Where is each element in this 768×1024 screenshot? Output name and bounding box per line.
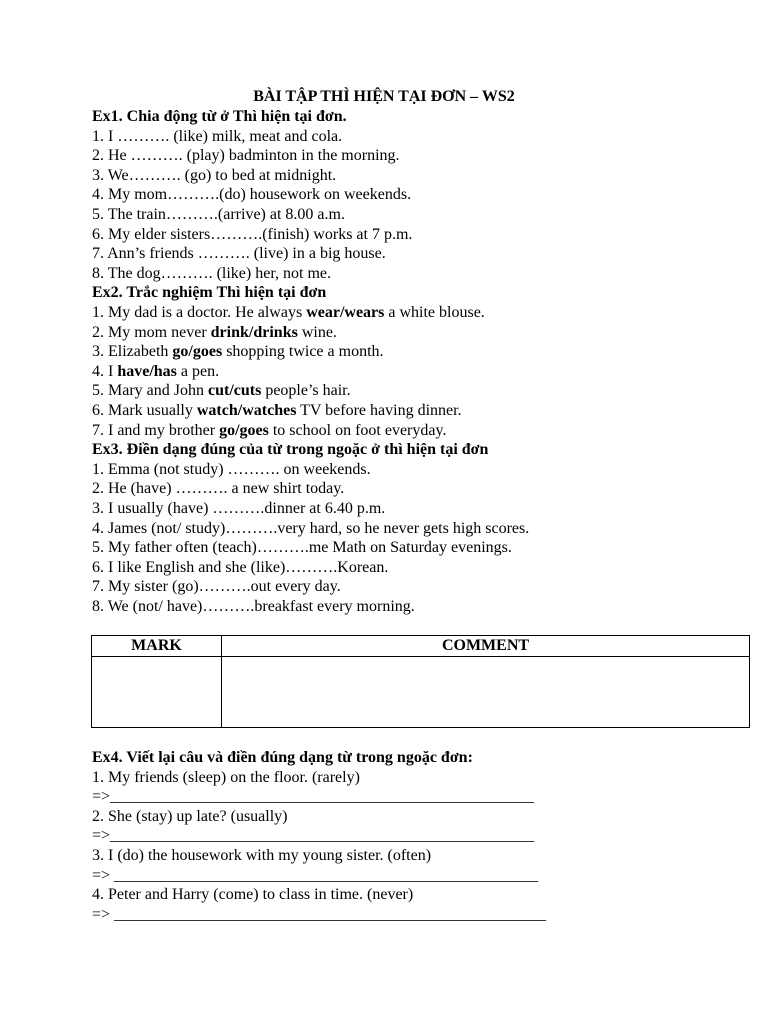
grading-table-body-row [92,657,750,728]
comment-cell[interactable] [222,657,750,728]
exercise-2 [92,283,712,440]
exercise-1-item: 8. The dog………. (like) her, not me. [92,264,332,282]
exercise-4-question: 3. I (do) the housework with my young sister. (often) [92,846,432,864]
question-text: 6. Mark usually [92,401,197,419]
exercise-3-item: 2. He (have) ………. a new shirt today. [92,480,345,498]
question-text: 3. Elizabeth [92,343,173,361]
exercise-4-answer-line[interactable]: =>_____________________________________________________ [92,827,535,845]
mark-cell[interactable] [92,657,222,728]
question-text: a pen. [176,362,220,380]
question-text: people’s hair. [261,382,351,400]
question-text: to school on foot everyday. [268,421,447,439]
exercise-1-item: 2. He ………. (play) badminton in the morning. [92,147,400,165]
exercise-3-item: 5. My father often (teach)……….me Math on Saturday evenings. [92,539,512,557]
exercise-2-item [92,342,712,362]
exercise-4 [92,748,712,924]
exercise-2-heading: Ex2. Trắc nghiệm Thì hiện tại đơn [92,284,327,302]
exercise-1-item: 7. Ann’s friends ………. (live) in a big house. [92,245,386,263]
question-text: TV before having dinner. [296,401,462,419]
exercise-4-answer-line[interactable]: => _____________________________________________________ [92,866,539,884]
answer-choice: have/has [117,362,177,380]
exercise-3-heading: Ex3. Điền dạng đúng của từ trong ngoặc ở thì hiện tại đơn [92,441,489,459]
exercise-3 [92,440,712,616]
exercise-1-item: 6. My elder sisters……….(finish) works at 7 p.m. [92,225,413,243]
exercise-4-question: 2. She (stay) up late? (usually) [92,807,288,825]
exercise-3-item: 8. We (not/ have)……….breakfast every morning. [92,597,415,615]
question-text: 1. My dad is a doctor. He always [92,303,307,321]
exercise-2-item [92,323,712,343]
comment-header: COMMENT [222,636,750,657]
worksheet-title: BÀI TẬP THÌ HIỆN TẠI ĐƠN – WS2 [253,88,515,105]
exercise-4-answer-line[interactable]: => ______________________________________________________ [92,905,547,923]
answer-choice: go/goes [172,343,223,361]
grading-table-header-row [92,636,750,657]
exercise-3-item: 4. James (not/ study)……….very hard, so he never gets high scores. [92,519,530,537]
answer-choice: watch/watches [196,401,297,419]
exercise-1-item: 1. I ………. (like) milk, meat and cola. [92,127,343,145]
question-text: 5. Mary and John [92,382,208,400]
question-text: 4. I [92,362,118,380]
exercise-1-item: 4. My mom……….(do) housework on weekends. [92,186,412,204]
exercise-4-answer-line[interactable]: =>_____________________________________________________ [92,788,535,806]
exercise-2-item [92,362,712,382]
exercise-3-item: 7. My sister (go)……….out every day. [92,578,341,596]
exercise-1-item: 3. We………. (go) to bed at midnight. [92,166,337,184]
answer-choice: go/goes [219,421,269,439]
exercise-1 [92,107,712,283]
question-text: 7. I and my brother [92,421,220,439]
exercise-4-question: 4. Peter and Harry (come) to class in time. (never) [92,886,414,904]
question-text: a white blouse. [384,303,485,321]
question-text: 2. My mom never [92,323,211,341]
exercise-3-item: 1. Emma (not study) ………. on weekends. [92,460,371,478]
exercise-2-item [92,303,712,323]
grading-table [91,635,750,728]
exercise-2-item [92,421,712,441]
exercise-1-heading: Ex1. Chia động từ ở Thì hiện tại đơn. [92,108,347,125]
exercise-1-item: 5. The train……….(arrive) at 8.00 a.m. [92,205,345,223]
answer-choice: drink/drinks [210,323,298,341]
exercise-3-item: 3. I usually (have) ……….dinner at 6.40 p.m. [92,499,386,517]
exercise-2-item [92,381,712,401]
exercise-2-item [92,401,712,421]
answer-choice: wear/wears [306,303,385,321]
question-text: wine. [297,323,337,341]
exercise-4-heading: Ex4. Viết lại câu và điền đúng dạng từ trong ngoặc đơn: [92,749,473,766]
exercise-4-question: 1. My friends (sleep) on the floor. (rarely) [92,768,360,786]
mark-header: MARK [92,636,222,657]
exercise-3-item: 6. I like English and she (like)……….Korean. [92,558,389,576]
question-text: shopping twice a month. [222,343,384,361]
answer-choice: cut/cuts [207,382,262,400]
